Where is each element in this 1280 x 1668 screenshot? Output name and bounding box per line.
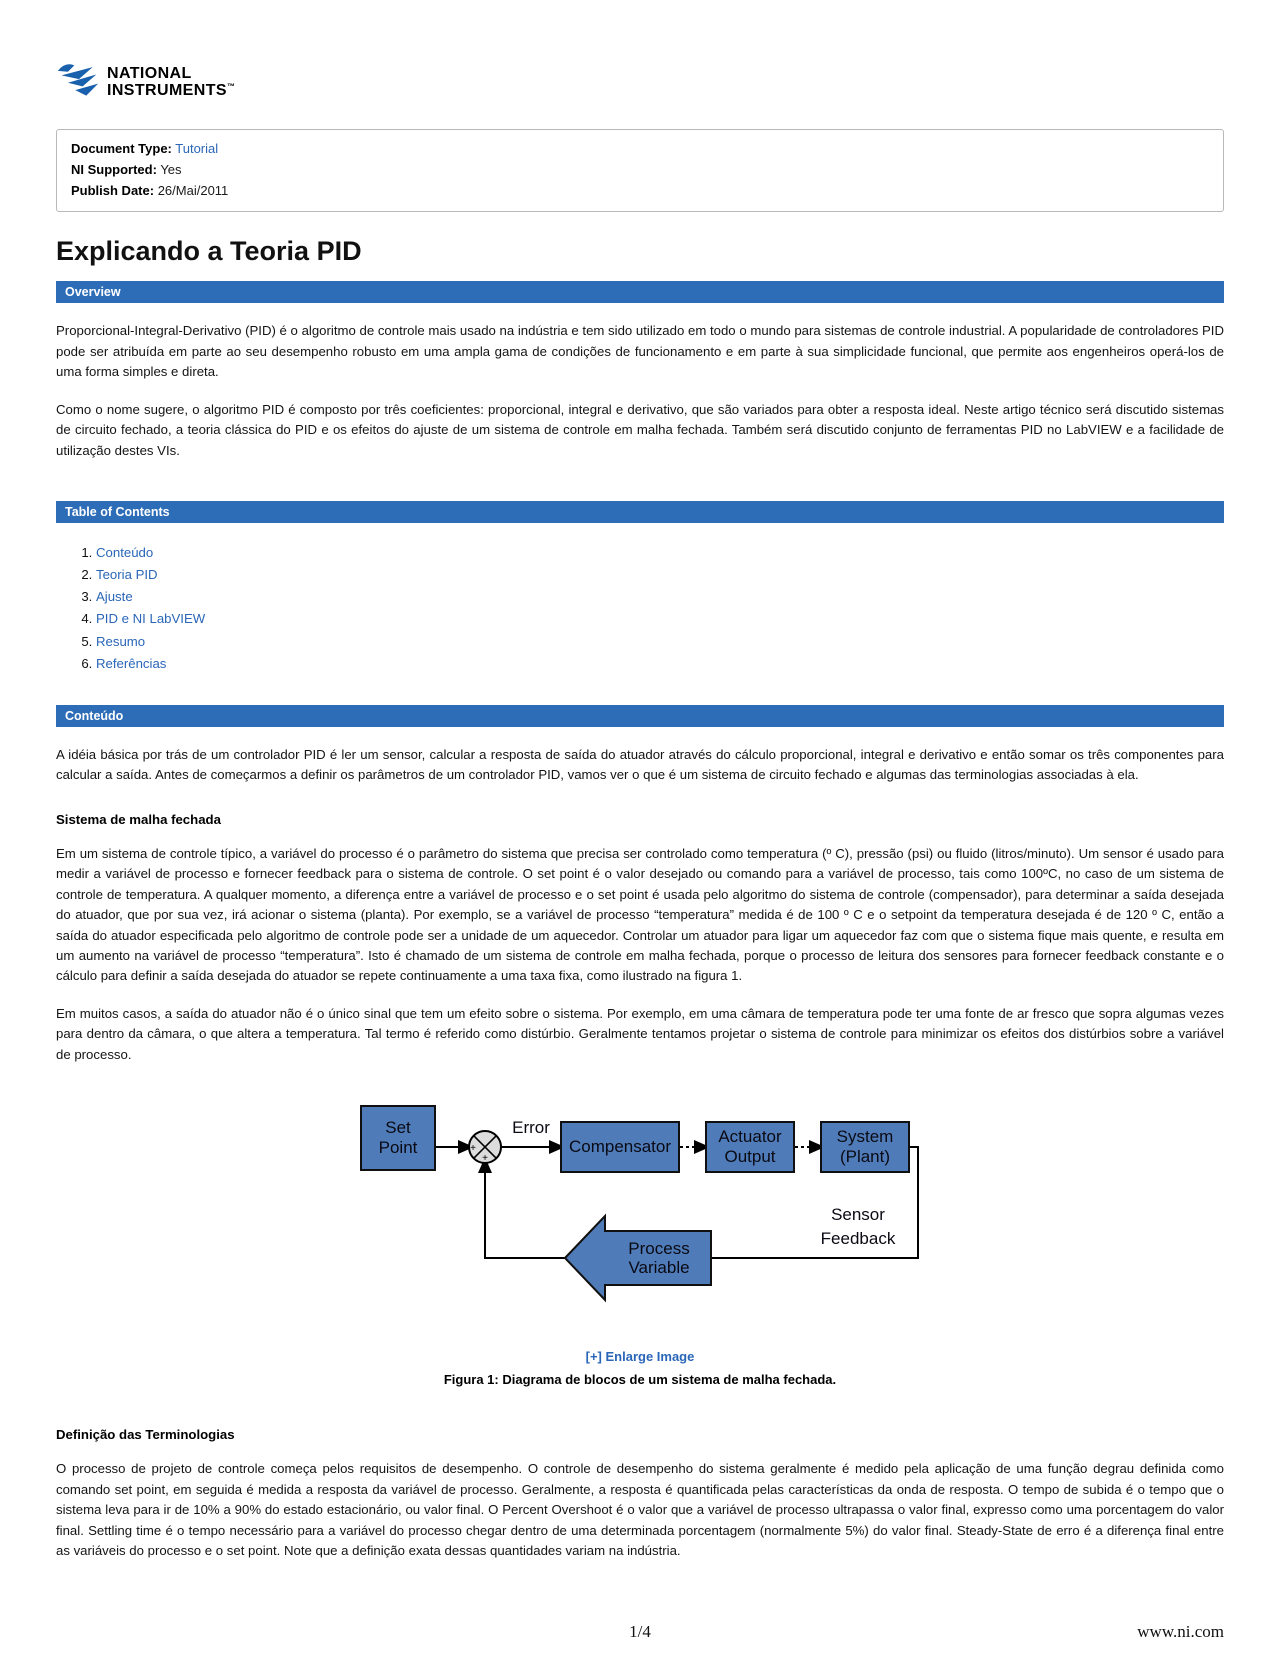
toc-item <box>96 653 1224 674</box>
toc-item <box>96 608 1224 629</box>
conteudo-paragraph-1: A idéia básica por trás de um controlador PID é ler um sensor, calcular a resposta de saída do atuador através do cálculo proporcional, integral e derivativo e então somar os três componentes para calcular a saída. Antes de começarmos a definir os parâmetros de um controlador PID, vamos ver o que é um sistema de circuito fechado e algumas das terminologias associadas à ela. <box>56 746 1224 783</box>
conteudo-paragraph-2: Em um sistema de controle típico, a variável do processo é o parâmetro do sistema que precisa ser controlado como temperatura (º C), pressão (psi) ou fluido (litros/minuto). Um sensor é usado para medir a variável de processo e fornecer feedback para o sistema de controle. O set point é o valor desejado ou comando para a variável de processo, tais como 100ºC, no caso de um sistema de controle de temperatura. A qualquer momento, a diferença entre a variável de processo e o set point é usada pelo algoritmo do sistema de controle (compensador), para determinar a saída desejada do atuador, que por sua vez, irá acionar o sistema (planta). Por exemplo, se a variável de processo “temperatura” medida é de 100 º C e o setpoint da temperatura desejada é de 120 º C, então a saída do atuador especificada pelo algoritmo de controle pode ser a unidade de um aquecedor. Controlar um atuador para ligar um aquecedor faz com que o sistema fique mais quente, e resulta em um aumento na variável de processo “temperatura”. Isto é chamado de um sistema de controle em malha fechada, porque o processo de leitura dos sensores para fornecer feedback constante e o cálculo para definir a saída desejada do atuador se repete continuamente a uma taxa fixa, como ilustrado na figura 1. <box>56 845 1224 984</box>
overview-paragraph-1: Proporcional-Integral-Derivativo (PID) é o algoritmo de controle mais usado na indústria e tem sido utilizado em todo o mundo para sistemas de controle industrial. A popularidade de controladores PID pode ser atribuída em parte ao seu desempenho robusto em uma ampla gama de condições de funcionamento e em parte à sua simplicidade funcional, que permite aos engenheiros operá-los de uma forma simples e direta. <box>56 323 1224 380</box>
logo-line-1: NATIONAL <box>107 65 192 83</box>
figure-caption: Figura 1: Diagrama de blocos de um sistema de malha fechada. <box>443 1372 837 1388</box>
terminologias-paragraph: O processo de projeto de controle começa pelos requisitos de desempenho. O controle de desempenho do sistema geralmente é medido pela aplicação de uma função degrau definida como comando set point, em seguida é medida a resposta da variável de processo. Geralmente, a resposta é quantificada pelas características da onda de resposta. O tempo de subida é o tempo que o sistema leva para ir de 10% a 90% do estado estacionário, ou valor final. O Percent Overshoot é o valor que a variável de processo ultrapassa o valor final, expresso como uma porcentagem do valor final. Settling time é o tempo necessário para a variável do processo chegar dentro de uma determinada porcentagem (normalmente 5%) do valor final. Steady-State de erro é a diferença final entre as variáveis do processo e o set point. Note que a definição exata dessas quantidades variam na indústria. <box>56 1461 1224 1559</box>
meta-document-type-link[interactable]: Tutorial <box>175 141 219 156</box>
section-bar-overview: Overview <box>56 281 1224 303</box>
svg-text:+: + <box>482 1153 488 1165</box>
svg-text:+: + <box>470 1143 476 1155</box>
diagram-set-point-box: Set Point <box>360 1105 436 1171</box>
meta-ni-supported-value: Yes <box>160 161 182 177</box>
ni-logo <box>56 60 1224 105</box>
toc-item <box>96 564 1224 585</box>
toc-link-pid-labview[interactable]: PID e NI LabVIEW <box>96 611 206 627</box>
page-title: Explicando a Teoria PID <box>56 236 362 267</box>
trademark-symbol: ™ <box>226 81 236 91</box>
conteudo-paragraph-3: Em muitos casos, a saída do atuador não é o único sinal que tem um efeito sobre o sistema. Por exemplo, em uma câmara de temperatura pode ter uma fonte de ar fresco que sopra algumas vezes para dentro da câmara, o que altera a temperatura. Tal termo é referido como distúrbio. Geralmente tentamos projetar o sistema de controle para minimizar os efeitos dos distúrbios sobre a variável de processo. <box>56 1005 1224 1062</box>
ni-logo-text <box>107 66 235 99</box>
meta-publish-date-label: Publish Date: <box>71 182 155 198</box>
enlarge-image-row <box>56 1349 1224 1364</box>
table-of-contents <box>96 541 1224 675</box>
toc-link-resumo[interactable]: Resumo <box>96 633 146 649</box>
summing-junction-icon <box>469 1131 501 1164</box>
toc-link-referencias[interactable]: Referências <box>96 655 167 671</box>
page-number: 1/4 <box>629 1621 651 1641</box>
toc-link-ajuste[interactable]: Ajuste <box>96 589 133 605</box>
toc-link-teoria-pid[interactable]: Teoria PID <box>96 567 158 583</box>
meta-document-type <box>71 139 1209 160</box>
subheading-definicao-terminologias: Definição das Terminologias <box>56 1427 235 1443</box>
enlarge-image-link[interactable]: [+] Enlarge Image <box>585 1349 695 1365</box>
toc-item <box>96 542 1224 563</box>
footer-website: www.ni.com <box>1137 1621 1224 1641</box>
toc-item <box>96 631 1224 652</box>
meta-ni-supported-label: NI Supported: <box>71 161 157 177</box>
toc-link-conteudo[interactable]: Conteúdo <box>96 545 154 561</box>
overview-paragraph-2: Como o nome sugere, o algoritmo PID é composto por três coeficientes: proporcional, integral e derivativo, que são variados para obter a resposta ideal. Neste artigo técnico será discutido sistemas de circuito fechado, a teoria clássica do PID e os efeitos do ajuste de um sistema de controle em malha fechada. Também será discutido conjunto de ferramentas PID no LabVIEW e a facilidade de utilização destes VIs. <box>56 401 1224 458</box>
meta-document-type-label: Document Type: <box>71 141 172 156</box>
ni-eagle-icon <box>56 60 100 105</box>
meta-publish-date-value: 26/Mai/2011 <box>157 182 229 198</box>
diagram-compensator-box: Compensator <box>560 1121 680 1173</box>
diagram-error-label: Error <box>512 1118 550 1138</box>
section-bar-toc: Table of Contents <box>56 501 1224 523</box>
diagram-sensor-feedback-label: Sensor Feedback <box>820 1205 896 1249</box>
subheading-sistema-malha-fechada: Sistema de malha fechada <box>56 811 221 827</box>
diagram-system-plant-box: System (Plant) <box>820 1121 910 1173</box>
diagram-process-variable-label: Process Variable <box>628 1238 690 1278</box>
toc-item <box>96 586 1224 607</box>
section-bar-conteudo: Conteúdo <box>56 705 1224 727</box>
logo-line-2: INSTRUMENTS™ <box>107 81 236 99</box>
document-meta-box <box>56 129 1224 212</box>
meta-publish-date <box>71 181 1209 202</box>
figure-block-diagram <box>360 1105 920 1315</box>
page-footer <box>56 1562 1224 1642</box>
meta-ni-supported <box>71 160 1209 181</box>
diagram-actuator-output-box: Actuator Output <box>705 1121 795 1173</box>
